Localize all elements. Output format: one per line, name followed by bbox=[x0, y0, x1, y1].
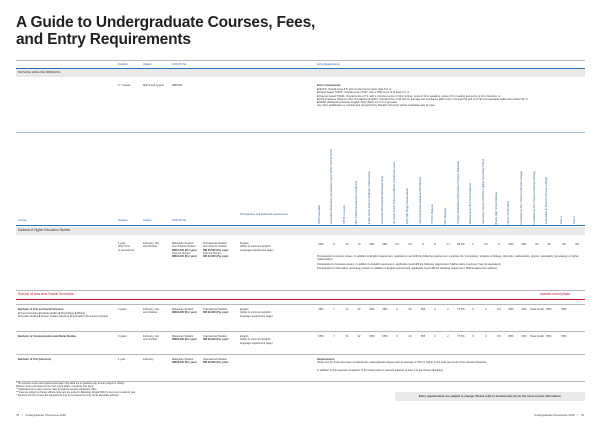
course-duration: 3 years bbox=[118, 308, 127, 311]
meb-intakes: March and August bbox=[143, 84, 164, 87]
value-cell: 30 bbox=[345, 243, 349, 246]
course-intakes: February bbox=[143, 358, 154, 361]
value-cell: 2.5 bbox=[484, 243, 488, 246]
section-title-dhes: Diploma of Higher Education Studies bbox=[18, 228, 71, 232]
course-major-line: ■ Communication ■ Global studies ■ Psychology ■ Writing bbox=[18, 312, 86, 315]
col-header-vertical: International Baccalaureate (IB) Diploma bbox=[419, 177, 422, 224]
course-fee-intl: RM 39,000 (Per year) bbox=[203, 361, 229, 365]
footnote: *** Fees are subject to change without notice and are quoted in Malaysian Ringgit (RM) for the current academic year. bbox=[16, 391, 136, 394]
dhes-prereq bbox=[240, 242, 273, 252]
course-intakes: February, July bbox=[143, 308, 160, 311]
value-cell: 65% bbox=[382, 243, 388, 246]
value-cell: 23 bbox=[408, 308, 412, 311]
value-cell: 6 bbox=[498, 243, 500, 246]
course-prereq: language requirement page) bbox=[240, 314, 273, 318]
col-header-vertical: Indian Senior School Certificate / Matriculation bbox=[368, 170, 371, 224]
value-cell: 3/4 bbox=[547, 243, 551, 246]
value-cell: 70 bbox=[357, 243, 361, 246]
course-intakes: February, July bbox=[143, 335, 160, 338]
value-cell: 68% bbox=[508, 308, 514, 311]
col-header-vertical: Foundation in Arts / Science (Monash College) bbox=[520, 170, 523, 224]
col-header-vertical: Australian Matriculation (Foundation Year) / ATAR / SACE/ NTCE bbox=[330, 149, 333, 224]
dhes-fees-local bbox=[172, 242, 197, 258]
text-line: English bbox=[240, 242, 249, 245]
col-header-vertical: ATAR (Australia) bbox=[318, 204, 321, 224]
col-prereq-header: Prerequisites and additional requirements bbox=[240, 213, 288, 216]
col-cricos-header: CRICOS No. bbox=[172, 219, 187, 222]
course-duration: 1 year bbox=[118, 358, 126, 361]
col-duration-header: Duration bbox=[118, 219, 128, 222]
text-line: International Student bbox=[203, 242, 227, 245]
footer-label: Undergraduate Prospectus 2018 bbox=[25, 413, 66, 417]
text-line: February, July bbox=[143, 242, 160, 245]
value-cell: 7 bbox=[333, 335, 335, 338]
value-cell: 6 bbox=[472, 335, 474, 338]
dhes-note: Prerequisite for business stream: In addition to English requirement, applicants must fulfil the following requirement: Mathematics (maximum Year 11 equivalent). bbox=[317, 262, 502, 266]
col-header-vertical: STPM / A Levels bbox=[343, 204, 346, 224]
value-cell: 60% bbox=[318, 243, 324, 246]
footer-left: 78 | Undergraduate Prospectus 2018 bbox=[16, 413, 66, 417]
value-cell: 2.5 bbox=[395, 243, 399, 246]
text-line: and October bbox=[143, 245, 158, 249]
value-cell: 71 bbox=[345, 335, 349, 338]
value-cell: 55% bbox=[561, 335, 567, 338]
value-cell: 71 bbox=[345, 308, 349, 311]
footnote: ^ Students who do not meet the requirements may be considered for entry via an alternative pathway. bbox=[16, 394, 120, 397]
dhes-intakes bbox=[143, 242, 159, 249]
value-cell: 3 bbox=[485, 335, 487, 338]
col-intakes-header: Intakes bbox=[143, 63, 152, 66]
value-cell: 2/6 bbox=[575, 243, 579, 246]
col-duration-header: Duration bbox=[118, 63, 128, 66]
value-cell: 68% bbox=[508, 335, 514, 338]
section-band bbox=[16, 69, 585, 77]
course-prereq: English bbox=[240, 335, 249, 338]
text-line: Non Science Stream: bbox=[203, 245, 228, 249]
course-name[interactable]: Bachelor of Arts and Social Sciences bbox=[18, 308, 64, 311]
footnote: * The entrance scores and requirements listed in this table are for guidance only and are subject to change. bbox=[16, 383, 125, 385]
course-prereq: (Refer to minimum English bbox=[240, 338, 271, 342]
course-duration: 3 years bbox=[118, 335, 127, 338]
meb-req-line: ■ MUET (Malaysia University English Test): Band 4 or 5 or 6 (at least). bbox=[317, 101, 398, 105]
vertical-headers bbox=[317, 132, 585, 224]
course-prereq: (Refer to minimum English bbox=[240, 311, 271, 315]
value-cell: 6 bbox=[396, 308, 398, 311]
course-fee-intl: RM 39,000 (Per year) bbox=[203, 338, 229, 342]
col-header-vertical: Secondary School Certificate / Higher Secondary School bbox=[482, 158, 485, 224]
value-cell: 65% bbox=[369, 243, 375, 246]
value-cell: 65% bbox=[382, 335, 388, 338]
value-cell: 8 bbox=[333, 243, 335, 246]
value-cell: 8 bbox=[434, 243, 436, 246]
col-cricos-header: CRICOS No. bbox=[172, 63, 187, 66]
value-cell: 55% bbox=[521, 243, 527, 246]
notice-banner: Entry requirements are subject to change. Please refer to monash.edu.my for the most current information. bbox=[395, 392, 585, 401]
course-intakes: and October bbox=[143, 338, 158, 342]
value-cell: 3 bbox=[485, 308, 487, 311]
value-cell: 7 bbox=[333, 308, 335, 311]
text-line: (Part Time bbox=[118, 245, 130, 249]
value-cell: 86.5% bbox=[457, 243, 465, 246]
value-cell: Pass Credit bbox=[530, 335, 544, 338]
course-fee-local: RM33,000 (Per year) bbox=[172, 361, 197, 365]
course-fee-local: Malaysian Student bbox=[172, 358, 194, 361]
col-header-vertical: Foundation in Science (Sunway College) bbox=[545, 177, 548, 224]
footnote: Minimum scores are based on the most recent intake; exceptions may apply. bbox=[16, 385, 94, 388]
text-line: 1 year bbox=[118, 242, 126, 245]
text-line: Science Stream: bbox=[172, 251, 192, 255]
col-header-vertical: Pass 1 bbox=[560, 216, 563, 224]
footer-right: Undergraduate Prospectus 2018 | 79 bbox=[534, 413, 584, 417]
footnotes bbox=[16, 383, 316, 398]
value-cell: 4.0 bbox=[408, 243, 412, 246]
section-title-meb: MONASH ENGLISH BRIDGING bbox=[18, 70, 61, 74]
divider bbox=[16, 331, 585, 332]
value-cell: 4 bbox=[434, 335, 436, 338]
course-prereq: language requirement page) bbox=[240, 341, 273, 345]
col-header-vertical: Brunei High School Diploma bbox=[495, 191, 498, 224]
course-fee-intl: International Student bbox=[203, 358, 227, 361]
meb-req-line: Any other qualification or requirement recognised by Monash University will be evaluated case by case bbox=[317, 104, 435, 108]
dhes-notes bbox=[317, 255, 585, 270]
value-cell: 23 bbox=[408, 335, 412, 338]
course-fee-intl: International Student bbox=[203, 308, 227, 311]
text-line: Malaysian Student bbox=[172, 242, 194, 245]
footer-label: Undergraduate Prospectus 2018 bbox=[534, 413, 575, 417]
col-header-vertical: Bahasa Secondary School Diploma bbox=[469, 183, 472, 224]
meb-req-line: ■ Paper based TOEFL: Overall score of 527, with a TWE score of at least 4.0; or bbox=[317, 91, 410, 95]
value-cell: B:B bbox=[420, 308, 426, 311]
value-cell: 8.3 bbox=[497, 335, 501, 338]
value-cell: 8.3 bbox=[497, 308, 501, 311]
course-intakes: and October bbox=[143, 311, 158, 315]
value-cell: B:B bbox=[420, 335, 426, 338]
text-line: (2 semesters) bbox=[118, 248, 134, 252]
col-header-vertical: NTFM / Malaysia bbox=[431, 204, 434, 224]
course-name[interactable]: Bachelor of Communication and Media Studies bbox=[18, 335, 77, 338]
course-prereq: Requirements bbox=[317, 358, 335, 361]
value-cell: 4 bbox=[434, 308, 436, 311]
col-header-vertical: SAM (Sijil Tinggi Persekolahan) bbox=[406, 187, 409, 224]
value-cell: 77.5% bbox=[457, 308, 465, 311]
section-band bbox=[16, 227, 585, 235]
col-intakes-header: Intakes bbox=[143, 219, 152, 222]
value-cell: 2 bbox=[447, 308, 449, 311]
text-line: RM21,500 (Per year) bbox=[172, 248, 197, 252]
col-header-vertical: Indonesia SMA (Sekolah Menengah Atas) bbox=[381, 175, 384, 224]
value-cell: 60% bbox=[521, 335, 527, 338]
col-header-vertical: NEC Malaysia bbox=[444, 207, 447, 224]
divider bbox=[16, 290, 585, 291]
col-header-vertical: Pass 2 bbox=[573, 216, 576, 224]
meb-req-heading: Entry requirements bbox=[317, 84, 341, 87]
value-cell: 6 bbox=[396, 335, 398, 338]
text-line: Non Science Stream: bbox=[172, 245, 197, 249]
divider bbox=[16, 381, 585, 382]
course-prereq: Study only for those who have completed an undergraduate degree with an average of 70% or higher in the final-year level of the relevant discipline. bbox=[317, 361, 487, 365]
value-cell: 32 bbox=[357, 335, 361, 338]
course-fee-intl: RM 39,000 (Per year) bbox=[203, 311, 229, 315]
col-header-vertical: Foundation in Arts / Science (Sunway College) bbox=[533, 170, 536, 224]
value-cell: 60% bbox=[521, 308, 527, 311]
divider bbox=[16, 304, 585, 305]
value-cell: 2 bbox=[447, 335, 449, 338]
page-number: 78 bbox=[16, 413, 20, 417]
course-prereq: English bbox=[240, 308, 249, 311]
value-cell: 60% bbox=[508, 243, 514, 246]
dhes-note: Prerequisite for information technology stream: In addition to English requirement, applicants must fulfil the following requirement: Mathematics (Compulsory). bbox=[317, 266, 498, 270]
col-header-vertical: UEC (Unified Examination Certificate) bbox=[355, 180, 358, 224]
value-cell: 55% bbox=[546, 308, 552, 311]
col-header-vertical: Program Matrikulasi (Matriculation Program, Malaysia) bbox=[457, 161, 460, 224]
col-entry-header: Entry Requirements bbox=[317, 63, 340, 66]
value-cell: 65% bbox=[369, 308, 375, 311]
value-cell: 55% bbox=[546, 335, 552, 338]
value-cell: 2/4 bbox=[535, 243, 539, 246]
meb-req-line: ■ Internet based TOEFL: Overall score of 71, with a minimum score of 15 in writing, score of 13 in speaking, score of 8 in reading and score of 14 in listening; or bbox=[317, 94, 501, 98]
course-fee-local: Malaysian Student bbox=[172, 335, 194, 338]
school-url[interactable]: monash.edu.my/sass bbox=[540, 292, 571, 296]
dhes-duration bbox=[118, 242, 134, 252]
value-cell: 65% bbox=[318, 308, 324, 311]
text-line: Language requirement page) bbox=[240, 248, 274, 252]
value-cell: 55% bbox=[561, 308, 567, 311]
footnote: ** Applications for a place must be made through the relevant admissions office. bbox=[16, 388, 98, 391]
course-fee-local: Malaysian Student bbox=[172, 308, 194, 311]
meb-cricos: 0860750 bbox=[172, 84, 183, 87]
course-major-line: ■ Gender studies ■ Screen studies (elective) ■ Journalism (Nominee program) bbox=[18, 315, 109, 319]
value-cell: 65% bbox=[369, 335, 375, 338]
divider bbox=[16, 225, 585, 226]
course-fee-local: RM33,000 (Per year) bbox=[172, 338, 197, 342]
meb-duration: 5, 7 weeks bbox=[118, 84, 131, 87]
course-fee-intl: International Student bbox=[203, 335, 227, 338]
col-header-vertical: HSCE / South Africa bbox=[507, 200, 510, 224]
meb-req-list bbox=[317, 88, 528, 108]
value-cell: 6 bbox=[472, 308, 474, 311]
value-cell: 3/6 bbox=[562, 243, 566, 246]
meb-req-line: ■ PTE Academic (Pearson Test of Academic English): Overall score of 42 with an average communicative skills score of at least 36 and no PTE communicative skills score below 36; or bbox=[317, 97, 528, 101]
col-header-vertical: Sri Lanka Senior School Certificate / Advanced Levels bbox=[393, 162, 396, 224]
value-cell: 1.7 bbox=[446, 243, 450, 246]
dhes-note: Prerequisite for science stream: In addition to English requirement, applicants must fulfil the following requirement: complete the 'Compulsory' subjects of biology, chemistry, mathematics, physics, geography (pre-biology or higher mathematics). bbox=[317, 255, 579, 262]
text-line: RM 33,000 (Per year) bbox=[203, 255, 229, 259]
divider bbox=[16, 60, 585, 61]
page-title: A Guide to Undergraduate Courses, Fees, and Entry Requirements bbox=[16, 14, 316, 48]
school-title: School of Arts and Social Sciences bbox=[18, 292, 74, 296]
text-line: RM 30,500 (Per year) bbox=[203, 248, 229, 252]
value-cell: 32 bbox=[357, 308, 361, 311]
value-cell: 77.5% bbox=[457, 335, 465, 338]
text-line: (Refer to minimum English bbox=[240, 245, 271, 249]
col-course-header: Course bbox=[18, 219, 27, 222]
value-cell: 65% bbox=[318, 335, 324, 338]
value-cell: 8 bbox=[422, 243, 424, 246]
value-cell: 6 bbox=[472, 243, 474, 246]
divider bbox=[16, 354, 585, 355]
value-cell: 65% bbox=[382, 308, 388, 311]
page-number: 79 bbox=[580, 413, 584, 417]
text-line: RM24,000 (Per year) bbox=[172, 255, 197, 259]
course-fee-local: RM33,000 (Per year) bbox=[172, 311, 197, 315]
course-name[interactable]: Bachelor of Arts (Honours) bbox=[18, 358, 52, 361]
text-line: Science Stream: bbox=[203, 251, 223, 255]
honours-extra-req: In addition to this required completion of 24 credit points in relevant subjects at level 3 in the chosen discipline. bbox=[317, 369, 444, 372]
value-cell: Pass Credit bbox=[530, 308, 544, 311]
divider bbox=[16, 299, 585, 300]
meb-req-line: ■ IELTS: Overall score 5.5, with no band score lower than 5.0; or bbox=[317, 88, 392, 91]
dhes-fees-intl bbox=[203, 242, 228, 258]
